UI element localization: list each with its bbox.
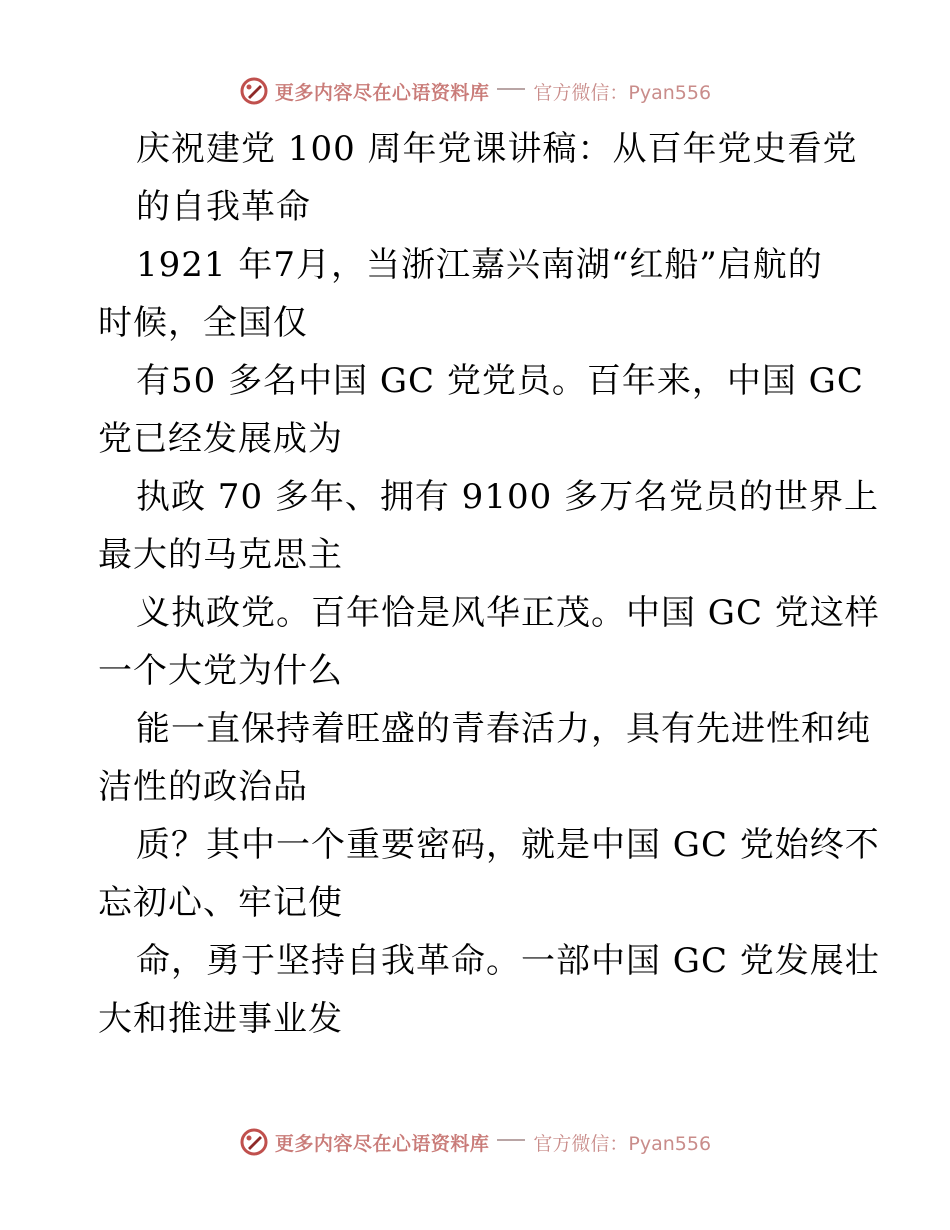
watermark-text: 更多内容尽在心语资料库 xyxy=(274,1132,490,1155)
paragraph-line: 党已经发展成为 xyxy=(98,419,343,459)
title-line-2: 的自我革命 xyxy=(136,187,311,227)
paragraph-line: 一个大党为什么 xyxy=(98,651,343,691)
paragraph-line: 1921 年7月，当浙江嘉兴南湖“红船”启航的 xyxy=(136,245,823,285)
footer-watermark xyxy=(0,1125,950,1159)
document-body xyxy=(98,120,880,1048)
paragraph-line: 大和推进事业发 xyxy=(98,999,343,1039)
paragraph-line: 命，勇于坚持自我革命。一部中国 GC 党发展壮 xyxy=(136,941,880,981)
watermark-wechat: 官方微信：Pyan556 xyxy=(533,1132,712,1155)
paragraph-line: 执政 70 多年、拥有 9100 多万名党员的世界上 xyxy=(136,477,880,517)
paragraph-line: 能一直保持着旺盛的青春活力，具有先进性和纯 xyxy=(136,709,871,749)
watermark-wechat: 官方微信：Pyan556 xyxy=(533,81,712,104)
paragraph-line: 有50 多名中国 GC 党党员。百年来，中国 GC xyxy=(136,361,864,401)
paragraph-line: 义执政党。百年恰是风华正茂。中国 GC 党这样 xyxy=(136,593,880,633)
paragraph-line: 忘初心、牢记使 xyxy=(98,883,343,923)
quill-logo-icon xyxy=(239,1127,269,1157)
paragraph-line: 最大的马克思主 xyxy=(98,535,343,575)
paragraph-line: 质？其中一个重要密码，就是中国 GC 党始终不 xyxy=(136,825,880,865)
paragraph-line: 洁性的政治品 xyxy=(98,767,308,807)
watermark-dash xyxy=(497,1139,525,1141)
quill-logo-icon xyxy=(239,76,269,106)
watermark-text: 更多内容尽在心语资料库 xyxy=(274,81,490,104)
paragraph-line: 时候，全国仅 xyxy=(98,303,308,343)
header-watermark xyxy=(0,74,950,108)
watermark-dash xyxy=(497,88,525,90)
title-line-1: 庆祝建党 100 周年党课讲稿：从百年党史看党 xyxy=(136,129,858,169)
